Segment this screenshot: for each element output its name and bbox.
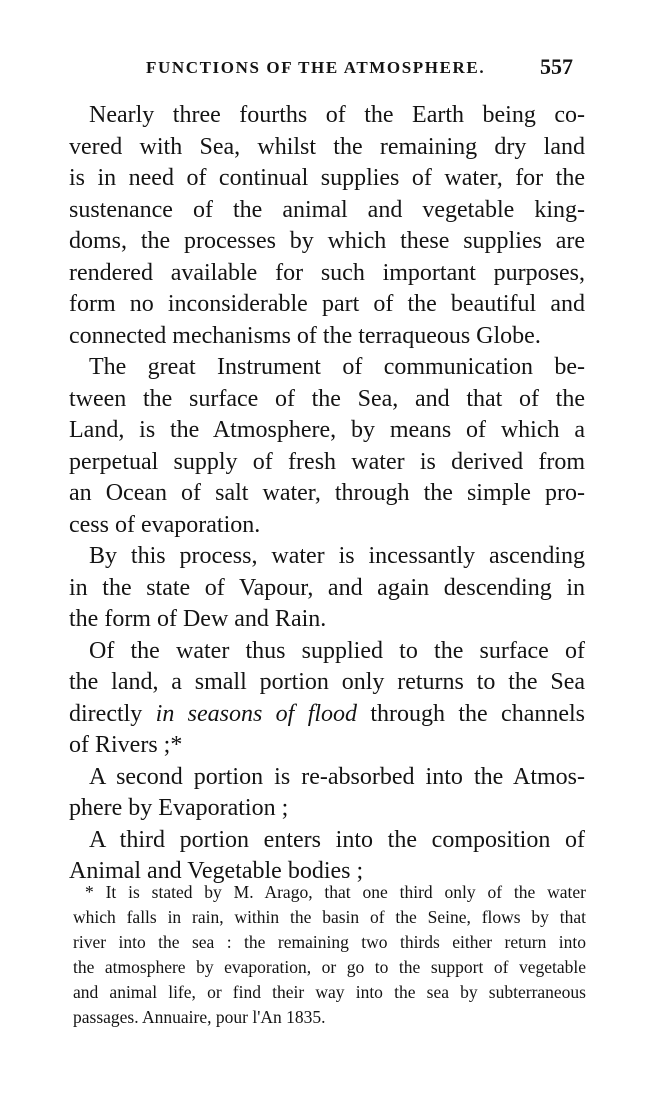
text-line: rendered available for such important purposes, [69, 259, 585, 286]
text-line: cess of evaporation. [69, 511, 261, 538]
paragraph [69, 825, 585, 888]
text-line: Land, is the Atmosphere, by means of which a [69, 417, 585, 443]
text-line: in the state of Vapour, and again descending in [69, 574, 585, 601]
footnote-line: river into the sea : the remaining two thirds either return into [73, 932, 586, 952]
text-line: Nearly three fourths of the Earth being co- [89, 102, 585, 128]
body-text [69, 100, 585, 888]
text-line: of Rivers ;* [69, 732, 183, 758]
footnote-line: which falls in rain, within the basin of the Seine, flows by that [73, 907, 586, 927]
paragraph [69, 541, 585, 636]
paragraph [69, 100, 585, 352]
text-line: Of the water thus supplied to the surface of [89, 637, 585, 664]
text-line: form no inconsiderable part of the beautiful and [69, 291, 585, 317]
text-line: perpetual supply of fresh water is derived from [69, 448, 585, 475]
footnote [73, 880, 586, 1030]
footnote-line: and animal life, or find their way into the sea by subterraneous [73, 982, 586, 1002]
paragraph [69, 352, 585, 541]
page-number: 557 [540, 54, 573, 79]
text-line: Animal and Vegetable bodies ; [69, 858, 364, 884]
text-line: the form of Dew and Rain. [69, 606, 327, 632]
text-line: doms, the processes by which these supplies are [69, 228, 585, 254]
text-line: an Ocean of salt water, through the simple pro- [69, 480, 585, 506]
text-line: connected mechanisms of the terraqueous Globe. [69, 322, 541, 349]
text-fragment: through the channels [357, 700, 586, 727]
running-title: FUNCTIONS OF THE ATMOSPHERE. [146, 58, 486, 77]
paragraph [69, 636, 585, 762]
text-line: A second portion is re-absorbed into the Atmos- [89, 763, 585, 790]
text-line: vered with Sea, whilst the remaining dry land [69, 133, 585, 160]
italic-phrase: in seasons of flood [155, 700, 358, 727]
text-fragment: directly [69, 700, 156, 727]
paragraph [69, 762, 585, 825]
text-line: is in need of continual supplies of water, for the [69, 165, 585, 191]
footnote-line: the atmosphere by evaporation, or go to the support of vegetable [73, 957, 586, 977]
text-line: tween the surface of the Sea, and that of the [69, 385, 585, 412]
text-line: the land, a small portion only returns to the Sea [69, 669, 585, 695]
text-line: sustenance of the animal and vegetable king- [69, 196, 585, 223]
footnote-line: * It is stated by M. Arago, that one third only of the water [85, 882, 586, 902]
text-line: The great Instrument of communication be- [89, 354, 585, 380]
text-line: phere by Evaporation ; [69, 795, 289, 821]
text-line: By this process, water is incessantly ascending [89, 543, 585, 569]
text-line-with-italic [69, 699, 585, 731]
footnote-line: passages. Annuaire, pour l'An 1835. [73, 1007, 326, 1027]
text-line: A third portion enters into the composition of [89, 826, 585, 853]
